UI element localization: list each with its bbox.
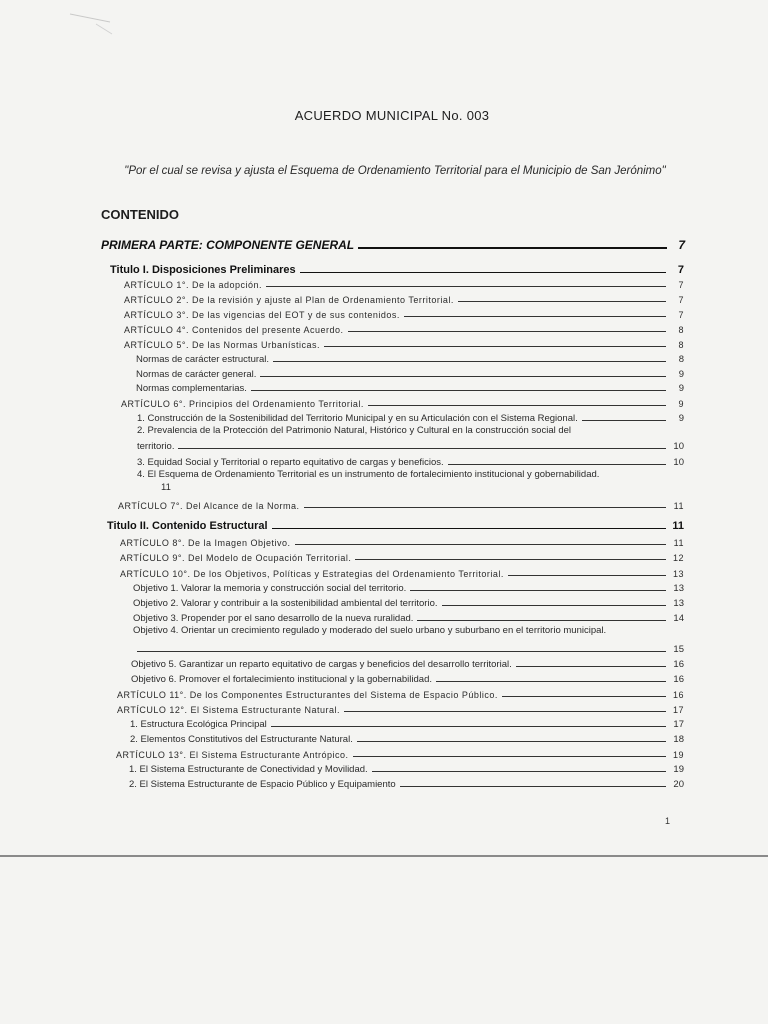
toc-page-number: 9 <box>678 399 684 409</box>
toc-entry[interactable] <box>133 641 684 655</box>
toc-entry-wrapped-line: 2. Prevalencia de la Protección del Patrimonio Natural, Histórico y Cultural en la construcción social del <box>137 425 572 436</box>
toc-entry-text: Titulo I. Disposiciones Preliminares <box>110 264 296 276</box>
toc-entry-text: Objetivo 6. Promover el fortalecimiento institucional y la gobernabilidad. <box>131 674 432 685</box>
toc-entry[interactable] <box>121 395 684 409</box>
toc-entry-text: ARTÍCULO 6°. Principios del Ordenamiento Territorial. <box>121 399 364 409</box>
toc-leader-line <box>448 464 666 465</box>
toc-entry[interactable] <box>118 497 684 511</box>
toc-page-number: 19 <box>673 764 684 775</box>
toc-entry[interactable] <box>137 454 684 468</box>
toc-leader-line <box>358 247 667 249</box>
toc-entry-text: 2. Elementos Constitutivos del Estructurante Natural. <box>130 734 353 745</box>
toc-entry-text: ARTÍCULO 7°. Del Alcance de la Norma. <box>118 501 300 511</box>
toc-entry-text: Normas de carácter estructural. <box>136 354 270 365</box>
toc-page-number: 20 <box>673 779 684 790</box>
toc-page-number: 12 <box>672 553 684 563</box>
toc-leader-line <box>368 405 666 406</box>
toc-page-number: 11 <box>673 538 684 548</box>
toc-entry-text: Objetivo 5. Garantizar un reparto equitativo de cargas y beneficios del desarrollo territorial. <box>131 659 512 670</box>
toc-leader-line <box>410 590 666 591</box>
toc-leader-line <box>304 507 667 508</box>
toc-entry-text: ARTÍCULO 9°. Del Modelo de Ocupación Territorial. <box>120 553 352 563</box>
toc-entry[interactable] <box>124 321 684 335</box>
page-number: 1 <box>665 816 671 826</box>
toc-entry-text: Objetivo 1. Valorar la memoria y construcción social del territorio. <box>133 583 407 594</box>
toc-entry[interactable] <box>136 380 684 394</box>
toc-leader-line <box>436 681 666 682</box>
toc-part-heading[interactable] <box>101 236 685 252</box>
toc-entry[interactable] <box>131 671 684 685</box>
toc-leader-line <box>355 559 666 560</box>
toc-page-number: 9 <box>678 369 684 380</box>
toc-leader-line <box>372 771 666 772</box>
toc-entry[interactable] <box>117 686 684 700</box>
toc-entry[interactable] <box>124 336 684 350</box>
toc-page-number: 9 <box>678 413 684 424</box>
toc-leader-line <box>344 711 666 712</box>
toc-page-number: 16 <box>672 690 684 700</box>
toc-entry[interactable] <box>120 549 684 563</box>
toc-entry-text: ARTÍCULO 11°. De los Componentes Estructurantes del Sistema de Espacio Público. <box>117 690 498 700</box>
toc-leader-line <box>404 316 666 317</box>
page-divider <box>0 855 768 857</box>
toc-entry-text: ARTÍCULO 3°. De las vigencias del EOT y de sus contenidos. <box>124 310 400 320</box>
toc-leader-line <box>137 651 666 652</box>
toc-entry-text: Objetivo 2. Valorar y contribuir a la sostenibilidad ambiental del territorio. <box>133 598 438 609</box>
toc-entry[interactable] <box>117 701 684 715</box>
toc-page-number: 10 <box>673 457 684 468</box>
toc-entry[interactable] <box>133 580 684 594</box>
toc-leader-line <box>266 286 666 287</box>
toc-page-number: 17 <box>672 705 684 715</box>
toc-page-number: 10 <box>673 441 684 452</box>
toc-page-number: 7 <box>677 264 684 276</box>
toc-page-number: 11 <box>672 520 684 532</box>
toc-entry[interactable] <box>116 746 684 760</box>
toc-entry-text: ARTÍCULO 2°. De la revisión y ajuste al Plan de Ordenamiento Territorial. <box>124 295 454 305</box>
toc-leader-line <box>348 331 666 332</box>
toc-entry-text: 1. Construcción de la Sostenibilidad del Territorio Municipal y en su Articulación con el Sistema Regional. <box>137 413 578 424</box>
toc-entry-page-number: 11 <box>161 482 171 493</box>
toc-entry-text: ARTÍCULO 13°. El Sistema Estructurante Antrópico. <box>116 750 349 760</box>
toc-leader-line <box>508 575 666 576</box>
toc-leader-line <box>400 786 666 787</box>
toc-leader-line <box>300 272 666 273</box>
toc-page-number: 7 <box>678 310 684 320</box>
toc-leader-line <box>251 390 666 391</box>
toc-entry[interactable] <box>133 610 684 624</box>
toc-leader-line <box>324 346 666 347</box>
toc-entry-text: ARTÍCULO 8°. De la Imagen Objetivo. <box>120 538 291 548</box>
scan-artifact-mark <box>0 0 160 40</box>
toc-page-number: 17 <box>673 719 684 730</box>
toc-leader-line <box>516 666 666 667</box>
toc-leader-line <box>442 605 666 606</box>
toc-entry[interactable] <box>120 534 684 548</box>
toc-leader-line <box>295 544 667 545</box>
toc-page-number: 16 <box>673 674 684 685</box>
toc-page-number: 7 <box>678 295 684 305</box>
toc-page-number: 13 <box>673 598 684 609</box>
toc-entry[interactable] <box>136 351 684 365</box>
toc-page-number: 7 <box>678 238 685 252</box>
toc-page-number: 19 <box>672 750 684 760</box>
toc-entry[interactable] <box>120 565 684 579</box>
toc-entry[interactable] <box>129 776 684 790</box>
toc-page-number: 13 <box>673 583 684 594</box>
toc-entry[interactable] <box>137 410 684 424</box>
toc-entry-text: ARTÍCULO 4°. Contenidos del presente Acuerdo. <box>124 325 344 335</box>
toc-page-number: 8 <box>678 354 684 365</box>
toc-entry-text: Titulo II. Contenido Estructural <box>107 520 268 532</box>
toc-entry-wrapped-line: Objetivo 4. Orientar un crecimiento regulado y moderado del suelo urbano y suburbano en el territorio municipal. <box>133 625 607 636</box>
toc-entry-wrapped-line: 4. El Esquema de Ordenamiento Territorial es un instrumento de fortalecimiento institucional y gobernabilidad. <box>137 469 600 480</box>
toc-entry[interactable] <box>124 306 684 320</box>
contents-heading: CONTENIDO <box>101 207 179 222</box>
toc-entry-text: 1. El Sistema Estructurante de Conectividad y Movilidad. <box>129 764 368 775</box>
toc-section-heading[interactable] <box>110 261 684 276</box>
toc-entry-text: ARTÍCULO 1°. De la adopción. <box>124 280 262 290</box>
toc-page-number: 15 <box>673 644 684 655</box>
toc-leader-line <box>178 448 666 449</box>
toc-page-number: 8 <box>678 325 684 335</box>
toc-page-number: 11 <box>673 501 684 511</box>
toc-entry-text: 1. Estructura Ecológica Principal <box>130 719 267 730</box>
toc-entry[interactable] <box>131 656 684 670</box>
toc-entry-text: territorio. <box>137 441 175 452</box>
toc-leader-line <box>582 420 666 421</box>
toc-page-number: 7 <box>678 280 684 290</box>
toc-entry-text: ARTÍCULO 5°. De las Normas Urbanísticas. <box>124 340 320 350</box>
toc-entry[interactable] <box>137 438 684 452</box>
toc-page-number: 9 <box>678 383 684 394</box>
document-title: ACUERDO MUNICIPAL No. 003 <box>294 108 490 123</box>
toc-leader-line <box>502 696 666 697</box>
toc-leader-line <box>353 756 666 757</box>
document-subtitle: "Por el cual se revisa y ajusta el Esquema de Ordenamiento Territorial para el Municipio de San Jerónimo" <box>124 165 666 177</box>
toc-section-heading[interactable] <box>107 517 684 532</box>
toc-entry[interactable] <box>124 291 684 305</box>
toc-leader-line <box>271 726 666 727</box>
toc-entry-text: 3. Equidad Social y Territorial o reparto equitativo de cargas y beneficios. <box>137 457 444 468</box>
toc-entry[interactable] <box>133 595 684 609</box>
toc-leader-line <box>417 620 666 621</box>
toc-entry[interactable] <box>130 716 684 730</box>
toc-page-number: 14 <box>673 613 684 624</box>
toc-page-number: 16 <box>673 659 684 670</box>
toc-page-number: 13 <box>672 569 684 579</box>
toc-entry[interactable] <box>136 366 684 380</box>
toc-leader-line <box>357 741 666 742</box>
toc-leader-line <box>272 528 666 529</box>
toc-entry-text: Normas complementarias. <box>136 383 247 394</box>
toc-leader-line <box>260 376 666 377</box>
toc-page-number: 8 <box>678 340 684 350</box>
toc-entry-text: ARTÍCULO 10°. De los Objetivos, Políticas y Estrategias del Ordenamiento Territorial. <box>120 569 504 579</box>
toc-entry-text: ARTÍCULO 12°. El Sistema Estructurante Natural. <box>117 705 341 715</box>
toc-leader-line <box>458 301 666 302</box>
toc-leader-line <box>273 361 666 362</box>
toc-entry-text: 2. El Sistema Estructurante de Espacio Público y Equipamiento <box>129 779 396 790</box>
toc-entry-text: Objetivo 3. Propender por el sano desarrollo de la nueva ruralidad. <box>133 613 414 624</box>
toc-entry-text: Normas de carácter general. <box>136 369 257 380</box>
toc-entry[interactable] <box>129 761 684 775</box>
toc-page-number: 18 <box>673 734 684 745</box>
toc-entry[interactable] <box>130 731 684 745</box>
toc-entry-text: PRIMERA PARTE: COMPONENTE GENERAL <box>101 238 355 252</box>
toc-entry[interactable] <box>124 276 684 290</box>
